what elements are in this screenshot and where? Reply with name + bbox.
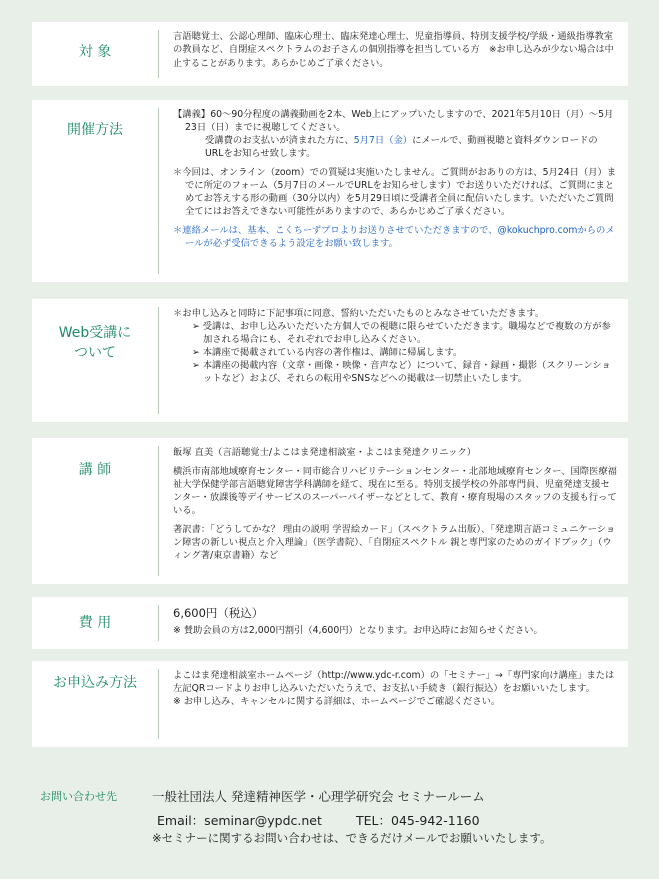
web-intro: ＊お申し込みと同時に下記事項に同意、誓約いただいたものとみなさせていただきます。 [173, 308, 545, 319]
apply-note: ※ お申し込み、キャンセルに関する詳細は、ホームページでご確認ください。 [173, 696, 501, 707]
lecturer-label [32, 446, 159, 576]
lecturer-career: 横浜市南部地域療育センター・同市総合リハビリテーションセンター・北部地域療育センター、国際医療福祉大学保健学部言語聴覚障害学科講師を経て、現在に至る。特別支援学校の外部専門員、児童発達支援センター・放課後等デイサービスのスーパーバイザーなどとして、教育・療育現場のスタッフの支援も行っている。 [173, 466, 617, 516]
web-label-line1: Web受講に [58, 325, 132, 341]
target-text-body: 言語聴覚士、公認心理師、臨床心理士、臨床発達心理士、児童指導員、特別支援学校/学級・通級指導教室の教員など、自閉症スペクトラムのお子さんの個別指導を担当している方 [173, 31, 614, 55]
fee-label-text: 費 用 [78, 615, 112, 631]
fee-note: ※ 賛助会員の方は2,000円割引（4,600円）となります。お申込時にお知らせください。 [173, 625, 543, 636]
method-label-text: 開催方法 [67, 122, 123, 138]
method-para4: ＊連絡メールは、基本、こくちーずプロよりお送りさせていただきますので、@kokuchpro.comからのメールが必ず受信できるよう設定をお願い致します。 [173, 225, 615, 249]
apply-label [32, 669, 159, 739]
fee-label [32, 605, 159, 641]
section-web [32, 299, 628, 422]
web-label [32, 307, 159, 414]
method-para2 [173, 134, 618, 160]
target-label-text: 対 象 [78, 44, 112, 60]
method-para3: ＊今回は、オンライン（zoom）での質疑は実施いたしません。ご質問がおありの方は、5月24日（月）までに所定のフォーム（5月7日のメールでURLをお知らせします）でお送りいただければ、ご質問にまとめてお答えする形の動画（30分以内）を5月29日頃に受講者全員に配信いたします。いただいたご質問全てにはお答えできない可能性がありますので、あらかじめご了承ください。 [173, 167, 617, 217]
target-label [32, 30, 159, 78]
method-para1: 【講義】60～90分程度の講義動画を2本、Web上にアップいたしますので、2021年5月10日（月）～5月23日（日）までに視聴してください。 [173, 109, 614, 133]
lecturer-name: 飯塚 直美（言語聴覚士/よこはま発達相談室・よこはま発達クリニック） [173, 447, 477, 458]
contact-tel: TEL：045-942-1160 [356, 813, 480, 828]
web-item: ➢ 本講座で掲載されている内容の著作権は、講師に帰属します。 [192, 347, 463, 358]
contact-note: ※セミナーに関するお問い合わせは、できるだけメールでお願いいたします。 [152, 831, 552, 845]
section-method [32, 100, 628, 282]
section-apply [32, 661, 628, 747]
web-label-line2: ついて [74, 345, 116, 361]
fee-price: 6,600円（税込） [173, 606, 264, 620]
method-para2-before: 受講費のお支払いが済まれた方に、 [205, 135, 354, 146]
section-fee [32, 597, 628, 649]
contact-org: 一般社団法人 発達精神医学・心理学研究会 セミナールーム [152, 789, 485, 804]
section-lecturer [32, 438, 628, 584]
method-para2-after: にメールで、動画視聴と資料ダウンロードの URLをお知らせ致します。 [205, 135, 598, 159]
contact-label: お問い合わせ先 [40, 790, 117, 803]
apply-text: よこはま発達相談室ホームページ（http://www.ydc-r.com）の「セミナー」→「専門家向け講座」または左記QRコードよりお申し込みいただいたうえで、お支払い手続き（銀行振込）をお願いいたします。 [173, 670, 615, 694]
contact-footer [0, 772, 659, 879]
target-note: ※お申し込みが少ない場合は中止することがあります。あらかじめご了承ください。 [173, 45, 614, 69]
contact-email[interactable]: Email：seminar@ypdc.net [157, 813, 322, 828]
web-label-text [59, 323, 132, 363]
lecturer-label-text: 講 師 [78, 462, 112, 478]
method-date-highlight: 5月7日（金） [353, 135, 413, 146]
method-label [32, 108, 159, 274]
target-text [173, 30, 618, 71]
web-item: ➢ 本講座の掲載内容（文章・画像・映像・音声など）について、録音・録画・撮影（スクリーンショットなど）および、それらの転用やSNSなどへの掲載は一切禁止いたします。 [192, 360, 611, 384]
lecturer-books: 著訳書：「どうしてかな？ 理由の説明 学習絵カード」（スペクトラム出版）、「発達期言語コミュニケーション障害の新しい視点と介入理論」（医学書院）、「自閉症スペクトル 親と専門家のためのガイドブック」（ウィング著/東京書籍）など [173, 524, 616, 561]
web-item: ➢ 受講は、お申し込みいただいた方個人での視聴に限らせていただきます。職場などで複数の方が参加される場合にも、それぞれでお申し込みください。 [192, 321, 611, 345]
section-target [32, 22, 628, 86]
apply-label-text: お申込み方法 [53, 675, 137, 691]
